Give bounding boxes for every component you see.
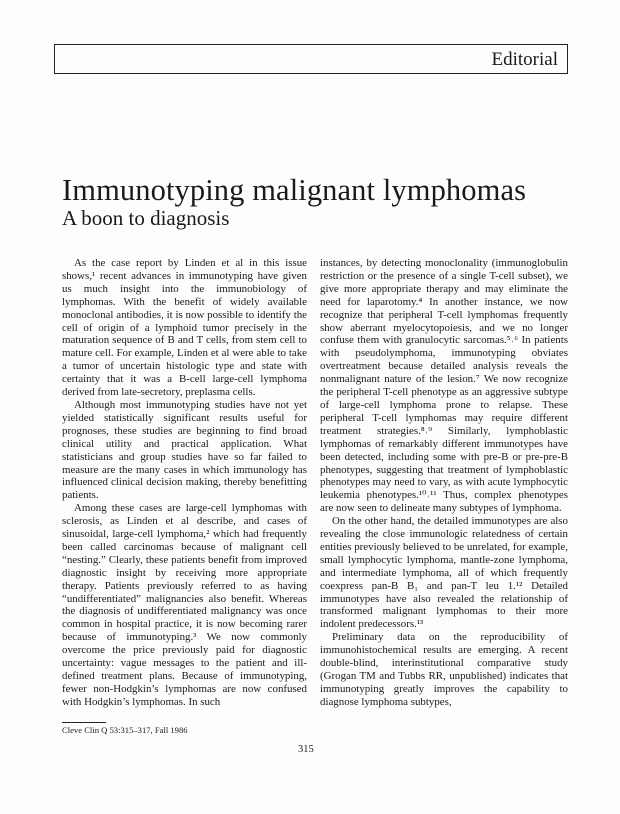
left-column: [62, 257, 307, 709]
paragraph: Among these cases are large-cell lymphomas with sclerosis, as Linden et al describe, and cases of sinusoidal, large-cell lymphoma,² which had frequently been called carcinomas because of malignant cell “nesting.” Clearly, these patients benefit from improved diagnostic insight by receiving more appropriate therapy. Patients previously referred to as having “undifferentiated” malignancies also benefit. Whereas the diagnosis of undifferentiated malignancy was once common in hospital practice, it is now becoming rarer because of immunotyping.³ We now commonly overcome the price previously paid for diagnostic uncertainty: vague messages to the patient and ill-defined treatment plans. Because of immunotyping, fewer non-Hodgkin’s lymphomas are now confused with Hodgkin’s lymphomas. In such: [62, 502, 307, 708]
paragraph: On the other hand, the detailed immunotypes are also revealing the close immunologic relatedness of certain entities previously believed to be unrelated, for example, small lymphocytic lymphoma, mantle-zone lymphoma, and intermediate lymphoma, all of which frequently coexpress pan-B B₁ and pan-T leu 1.¹² Detailed immunotypes have also revealed the relationship of transformed malignant lymphomas to their more indolent predecessors.¹³: [320, 515, 568, 631]
journal-citation: Cleve Clin Q 53:315–317, Fall 1986: [62, 725, 188, 735]
footnote-rule: [62, 722, 106, 723]
right-column: [320, 257, 568, 709]
paragraph: As the case report by Linden et al in this issue shows,¹ recent advances in immunotyping have given us much insight into the immunobiology of lymphomas. With the benefit of widely available monoclonal antibodies, it is now possible to identify the cell of origin of a lymphoid tumor precisely in the maturation sequence of B and T cells, from stem cell to mature cell. For example, Linden et al were able to take a tumor of uncertain histologic type and state with certainty that it was a B-cell large-cell lymphoma derived from late-secretory, preplasma cells.: [62, 257, 307, 399]
paragraph: Preliminary data on the reproducibility of immunohistochemical results are emerging. A recent double-blind, interinstitutional comparative study (Grogan TM and Tubbs RR, unpublished) indicates that immunotyping greatly improves the capability to diagnose lymphoma subtypes,: [320, 631, 568, 708]
paragraph-continuation: instances, by detecting monoclonality (immunoglobulin restriction or the presence of a single T-cell subset), we give more appropriate therapy and may eliminate the need for laparotomy.⁴ In another instance, we now recognize that peripheral T-cell lymphomas frequently show aberrant myelocytopoiesis, and we no longer confuse them with granulocytic sarcomas.⁵˒⁶ In patients with pseudolymphoma, immunotyping obviates overtreatment because detailed analysis reveals the nonmalignant nature of the lesion.⁷ We now recognize the peripheral T-cell phenotype as an aggressive subtype of large-cell lymphoma prone to relapse. These peripheral T-cell lymphomas may require different treatment strategies.⁸˒⁹ Similarly, lymphoblastic lymphomas of remarkably different immunotypes have been detected, including some with pre-B or pre-pre-B phenotypes, suggesting that treatment of lymphoblastic phenotypes may need to vary, as with acute lymphocytic leukemia phenotypes.¹⁰˒¹¹ Thus, complex phenotypes are now seen to delineate many subtypes of lymphoma.: [320, 257, 568, 515]
editorial-header-box: [54, 44, 568, 74]
article-title: Immunotyping malignant lymphomas: [62, 173, 527, 207]
paragraph: Although most immunotyping studies have not yet yielded statistically significant results useful for prognoses, these studies are beginning to find broad clinical utility and practical application. What statisticians and group studies have so far failed to measure are the many cases in which immunology has influenced clinical decision making, thereby benefitting patients.: [62, 398, 307, 502]
article-subtitle: A boon to diagnosis: [62, 206, 230, 230]
page-number: 315: [298, 744, 314, 755]
section-label: Editorial: [491, 49, 558, 70]
